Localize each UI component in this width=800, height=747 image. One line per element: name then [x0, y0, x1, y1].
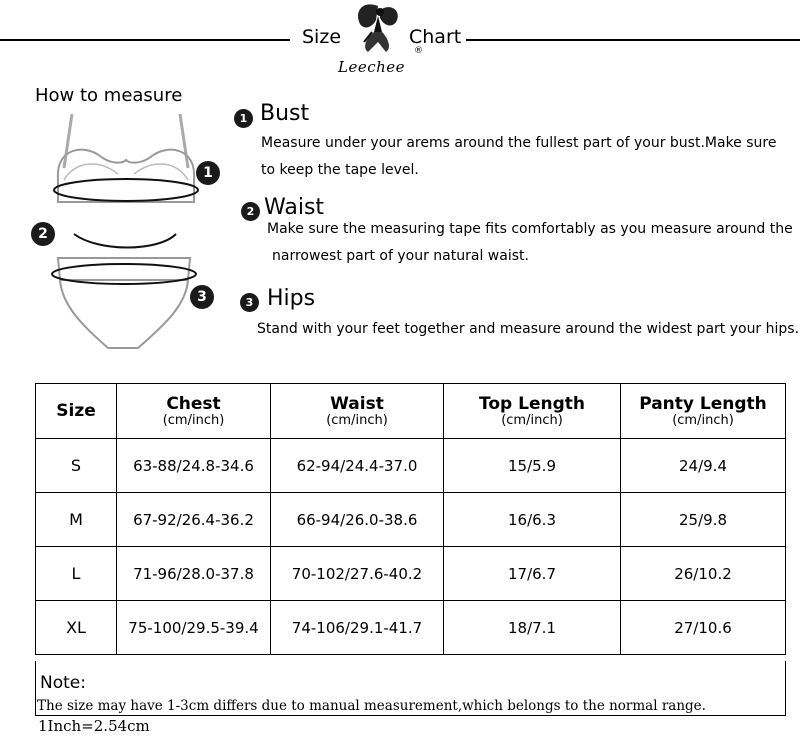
registered-mark: ® — [414, 46, 423, 56]
waist-description — [267, 216, 793, 270]
hips-desc-line-1: Stand with your feet together and measure around the widest part your hips. — [257, 321, 800, 337]
table-row — [36, 547, 786, 601]
top-length-cell: 18/7.1 — [444, 601, 621, 655]
chest-cell: 67-92/26.4-36.2 — [117, 493, 271, 547]
how-to-measure-title: How to measure — [35, 85, 183, 106]
note-title: Note: — [40, 673, 86, 693]
waist-cell: 74-106/29.1-41.7 — [271, 601, 444, 655]
header-chest: Chest (cm/inch) — [117, 384, 271, 439]
size-chart-table — [35, 383, 786, 655]
header-size-word: Size — [302, 26, 342, 48]
header-top-length: Top Length (cm/inch) — [444, 384, 621, 439]
hips-title: Hips — [267, 286, 316, 311]
table-row — [36, 601, 786, 655]
brand-logo: Leechee — [338, 58, 406, 76]
note-box — [35, 661, 786, 716]
panty-length-cell: 27/10.6 — [621, 601, 786, 655]
size-cell: L — [36, 547, 117, 601]
waist-number-badge: 2 — [241, 202, 260, 221]
waist-desc-line-1: Make sure the measuring tape fits comfortably as you measure around the — [267, 221, 793, 237]
waist-desc-line-2: narrowest part of your natural waist. — [272, 248, 529, 264]
bust-number-badge: 1 — [234, 109, 253, 128]
hips-number-badge: 3 — [240, 293, 259, 312]
note-text: The size may have 1-3cm differs due to manual measurement,which belongs to the normal range. — [37, 698, 706, 714]
waist-cell: 70-102/27.6-40.2 — [271, 547, 444, 601]
top-length-cell: 15/5.9 — [444, 439, 621, 493]
chest-cell: 63-88/24.8-34.6 — [117, 439, 271, 493]
waist-cell: 62-94/24.4-37.0 — [271, 439, 444, 493]
table-header-row — [36, 384, 786, 439]
size-cell: M — [36, 493, 117, 547]
hips-marker-badge: 3 — [190, 285, 214, 309]
panty-length-cell: 24/9.4 — [621, 439, 786, 493]
header-rule-left — [0, 39, 290, 41]
inch-conversion: 1Inch=2.54cm — [38, 717, 150, 735]
fairy-logo-icon — [352, 2, 404, 60]
hips-description — [257, 316, 799, 343]
header-size: Size — [36, 384, 117, 439]
bust-desc-line-1: Measure under your arems around the fullest part of your bust.Make sure — [261, 135, 777, 151]
bust-marker-badge: 1 — [196, 161, 220, 185]
header-chart-word: Chart — [409, 26, 462, 48]
waist-title: Waist — [264, 195, 325, 220]
bust-description — [261, 130, 776, 184]
top-length-cell: 17/6.7 — [444, 547, 621, 601]
header-panty-length: Panty Length (cm/inch) — [621, 384, 786, 439]
header-waist: Waist (cm/inch) — [271, 384, 444, 439]
bust-title: Bust — [260, 101, 310, 126]
chest-cell: 71-96/28.0-37.8 — [117, 547, 271, 601]
table-row — [36, 439, 786, 493]
chest-cell: 75-100/29.5-39.4 — [117, 601, 271, 655]
size-cell: XL — [36, 601, 117, 655]
bust-desc-line-2: to keep the tape level. — [261, 162, 419, 178]
size-cell: S — [36, 439, 117, 493]
header-rule-right — [466, 39, 800, 41]
panty-length-cell: 25/9.8 — [621, 493, 786, 547]
garment-diagram — [28, 108, 228, 358]
waist-marker-badge: 2 — [31, 222, 55, 246]
panty-length-cell: 26/10.2 — [621, 547, 786, 601]
top-length-cell: 16/6.3 — [444, 493, 621, 547]
table-row — [36, 493, 786, 547]
waist-cell: 66-94/26.0-38.6 — [271, 493, 444, 547]
